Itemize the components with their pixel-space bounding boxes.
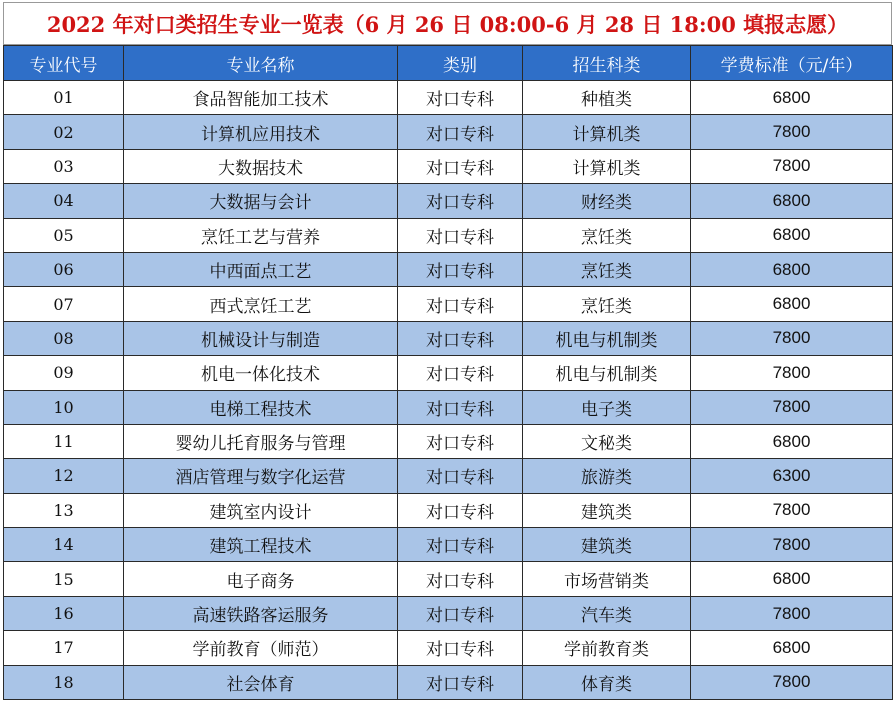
table-row	[4, 321, 893, 355]
table-row	[4, 356, 893, 390]
cell-category: 对口专科	[398, 287, 523, 321]
cell-subject-type: 电子类	[523, 390, 691, 424]
cell-code: 14	[4, 528, 124, 562]
table-row	[4, 287, 893, 321]
cell-code: 10	[4, 390, 124, 424]
cell-category: 对口专科	[398, 665, 523, 699]
header-subject-type: 招生科类	[523, 46, 691, 81]
cell-subject-type: 汽车类	[523, 596, 691, 630]
cell-category: 对口专科	[398, 115, 523, 149]
cell-tuition: 6800	[691, 424, 893, 458]
cell-tuition: 7800	[691, 596, 893, 630]
cell-tuition: 7800	[691, 356, 893, 390]
cell-category: 对口专科	[398, 424, 523, 458]
cell-subject-type: 种植类	[523, 81, 691, 115]
cell-subject-type: 计算机类	[523, 149, 691, 183]
table-row	[4, 390, 893, 424]
cell-code: 17	[4, 631, 124, 665]
table-row	[4, 596, 893, 630]
cell-tuition: 6800	[691, 184, 893, 218]
cell-tuition: 7800	[691, 115, 893, 149]
cell-tuition: 7800	[691, 528, 893, 562]
cell-tuition: 7800	[691, 321, 893, 355]
cell-category: 对口专科	[398, 459, 523, 493]
cell-major-name: 高速铁路客运服务	[124, 596, 398, 630]
cell-code: 13	[4, 493, 124, 527]
cell-subject-type: 市场营销类	[523, 562, 691, 596]
cell-code: 18	[4, 665, 124, 699]
cell-category: 对口专科	[398, 596, 523, 630]
table-row	[4, 493, 893, 527]
table-row	[4, 528, 893, 562]
cell-category: 对口专科	[398, 390, 523, 424]
cell-category: 对口专科	[398, 493, 523, 527]
cell-major-name: 计算机应用技术	[124, 115, 398, 149]
cell-category: 对口专科	[398, 149, 523, 183]
cell-tuition: 6800	[691, 252, 893, 286]
cell-tuition: 7800	[691, 149, 893, 183]
cell-major-name: 中西面点工艺	[124, 252, 398, 286]
cell-code: 02	[4, 115, 124, 149]
cell-tuition: 6800	[691, 218, 893, 252]
cell-major-name: 西式烹饪工艺	[124, 287, 398, 321]
table-row	[4, 149, 893, 183]
header-major-name: 专业名称	[124, 46, 398, 81]
cell-major-name: 婴幼儿托育服务与管理	[124, 424, 398, 458]
cell-major-name: 烹饪工艺与营养	[124, 218, 398, 252]
cell-category: 对口专科	[398, 81, 523, 115]
cell-code: 06	[4, 252, 124, 286]
cell-tuition: 6800	[691, 562, 893, 596]
table-row	[4, 631, 893, 665]
table-row	[4, 459, 893, 493]
cell-major-name: 学前教育（师范）	[124, 631, 398, 665]
cell-subject-type: 学前教育类	[523, 631, 691, 665]
cell-code: 03	[4, 149, 124, 183]
cell-major-name: 酒店管理与数字化运营	[124, 459, 398, 493]
cell-major-name: 电子商务	[124, 562, 398, 596]
cell-tuition: 7800	[691, 493, 893, 527]
cell-tuition: 6800	[691, 631, 893, 665]
table-row	[4, 81, 893, 115]
cell-major-name: 食品智能加工技术	[124, 81, 398, 115]
cell-subject-type: 烹饪类	[523, 252, 691, 286]
cell-tuition: 7800	[691, 665, 893, 699]
cell-major-name: 大数据与会计	[124, 184, 398, 218]
cell-subject-type: 建筑类	[523, 493, 691, 527]
cell-category: 对口专科	[398, 184, 523, 218]
cell-category: 对口专科	[398, 218, 523, 252]
cell-code: 05	[4, 218, 124, 252]
cell-tuition: 6300	[691, 459, 893, 493]
table-row	[4, 218, 893, 252]
cell-code: 09	[4, 356, 124, 390]
table-row	[4, 252, 893, 286]
cell-major-name: 机电一体化技术	[124, 356, 398, 390]
cell-subject-type: 建筑类	[523, 528, 691, 562]
cell-code: 11	[4, 424, 124, 458]
table-row	[4, 665, 893, 699]
cell-category: 对口专科	[398, 631, 523, 665]
table-row	[4, 115, 893, 149]
cell-tuition: 7800	[691, 390, 893, 424]
cell-code: 15	[4, 562, 124, 596]
table-row	[4, 424, 893, 458]
cell-subject-type: 旅游类	[523, 459, 691, 493]
cell-subject-type: 计算机类	[523, 115, 691, 149]
header-category: 类别	[398, 46, 523, 81]
cell-major-name: 机械设计与制造	[124, 321, 398, 355]
table-row	[4, 562, 893, 596]
cell-category: 对口专科	[398, 528, 523, 562]
majors-table	[3, 45, 893, 700]
cell-code: 04	[4, 184, 124, 218]
cell-category: 对口专科	[398, 252, 523, 286]
cell-major-name: 建筑工程技术	[124, 528, 398, 562]
cell-subject-type: 文秘类	[523, 424, 691, 458]
cell-code: 07	[4, 287, 124, 321]
cell-code: 12	[4, 459, 124, 493]
cell-code: 08	[4, 321, 124, 355]
cell-code: 01	[4, 81, 124, 115]
cell-subject-type: 财经类	[523, 184, 691, 218]
cell-subject-type: 机电与机制类	[523, 356, 691, 390]
cell-category: 对口专科	[398, 321, 523, 355]
page-title: 2022 年对口类招生专业一览表（6 月 26 日 08:00-6 月 28 日 18:00 填报志愿）	[3, 2, 892, 45]
cell-code: 16	[4, 596, 124, 630]
header-code: 专业代号	[4, 46, 124, 81]
header-tuition: 学费标准（元/年）	[691, 46, 893, 81]
cell-tuition: 6800	[691, 287, 893, 321]
cell-major-name: 大数据技术	[124, 149, 398, 183]
table-row	[4, 184, 893, 218]
header-row	[4, 46, 893, 81]
cell-major-name: 建筑室内设计	[124, 493, 398, 527]
cell-subject-type: 烹饪类	[523, 218, 691, 252]
cell-subject-type: 机电与机制类	[523, 321, 691, 355]
cell-subject-type: 烹饪类	[523, 287, 691, 321]
cell-tuition: 6800	[691, 81, 893, 115]
table-body	[4, 81, 893, 700]
cell-major-name: 电梯工程技术	[124, 390, 398, 424]
cell-major-name: 社会体育	[124, 665, 398, 699]
cell-category: 对口专科	[398, 356, 523, 390]
enrollment-sheet	[3, 2, 892, 702]
cell-subject-type: 体育类	[523, 665, 691, 699]
cell-category: 对口专科	[398, 562, 523, 596]
